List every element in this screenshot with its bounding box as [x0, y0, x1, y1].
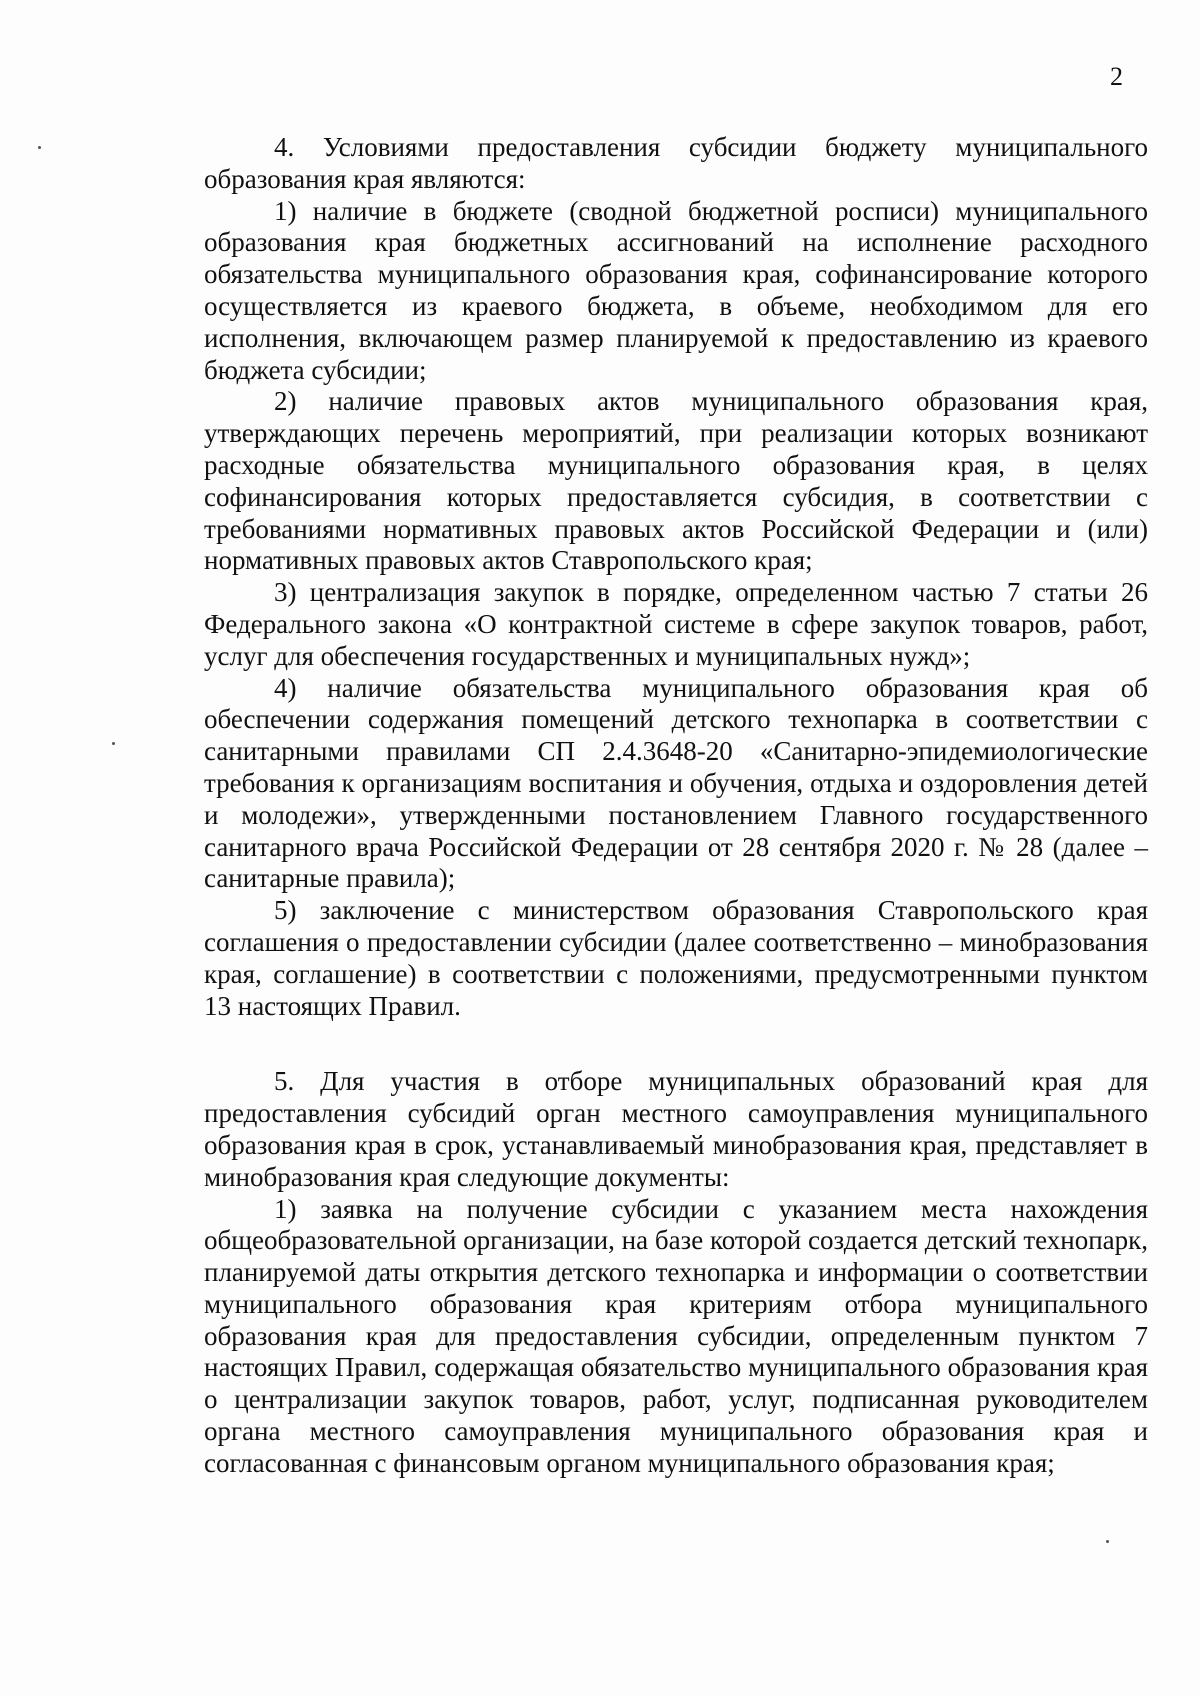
paragraph-clause-5: 5. Для участия в отборе муниципальных образований края для предоставления субсидий орган местного самоуправления муниципального образования края в срок, устанавливаемый минобразования края, представляет в минобразования края следующие документы:: [204, 1066, 1148, 1192]
page-number: 2: [1110, 62, 1123, 91]
scan-speck: [38, 146, 41, 149]
paragraph-clause-4-item-3: 3) централизация закупок в порядке, определенном частью 7 статьи 26 Федерального закона «О контрактной системе в сфере закупок товаров, работ, услуг для обеспечения государственных и муниципальных нужд»;: [204, 577, 1148, 671]
paragraph-clause-4-item-1: 1) наличие в бюджете (сводной бюджетной росписи) муниципального образования края бюджетных ассигнований на исполнение расходного обязательства муниципального образования края, софинансирование которого осуществляется из краевого бюджета, в объеме, необходимом для его исполнения, включающем размер планируемой к предоставлению из краевого бюджета субсидии;: [204, 195, 1148, 385]
scan-speck: [1106, 1540, 1109, 1543]
paragraph-clause-4-item-4: 4) наличие обязательства муниципального образования края об обеспечении содержания помещений детского технопарка в соответствии с санитарными правилами СП 2.4.3648-20 «Санитарно-эпидемиологические требования к организациям воспитания и обучения, отдыха и оздоровления детей и молодежи», утвержденными постановлением Главного государственного санитарного врача Российской Федерации от 28 сентября 2020 г. № 28 (далее – санитарные правила);: [204, 672, 1148, 894]
paragraph-clause-4: 4. Условиями предоставления субсидии бюджету муниципального образования края являются:: [204, 132, 1148, 194]
paragraph-clause-4-item-5: 5) заключение с министерством образования Ставропольского края соглашения о предоставлении субсидии (далее соответственно – минобразования края, соглашение) в соответствии с положениями, предусмотренными пунктом 13 настоящих Правил.: [204, 895, 1148, 1021]
document-body: [204, 132, 1148, 1480]
paragraph-clause-4-item-2: 2) наличие правовых актов муниципального образования края, утверждающих перечень мероприятий, при реализации которых возникают расходные обязательства муниципального образования края, в целях софинансирования которых предоставляется субсидия, в соответствии с требованиями нормативных правовых актов Российской Федерации и (или) нормативных правовых актов Ставропольского края;: [204, 386, 1148, 576]
paragraph-clause-5-item-1: 1) заявка на получение субсидии с указанием места нахождения общеобразовательной организации, на базе которой создается детский технопарк, планируемой даты открытия детского технопарка и информации о соответствии муниципального образования края критериям отбора муниципального образования края для предоставления субсидии, определенным пунктом 7 настоящих Правил, содержащая обязательство муниципального образования края о централизации закупок товаров, работ, услуг, подписанная руководителем органа местного самоуправления муниципального образования края и согласованная с финансовым органом муниципального образования края;: [204, 1193, 1148, 1478]
scan-speck: [112, 742, 115, 745]
